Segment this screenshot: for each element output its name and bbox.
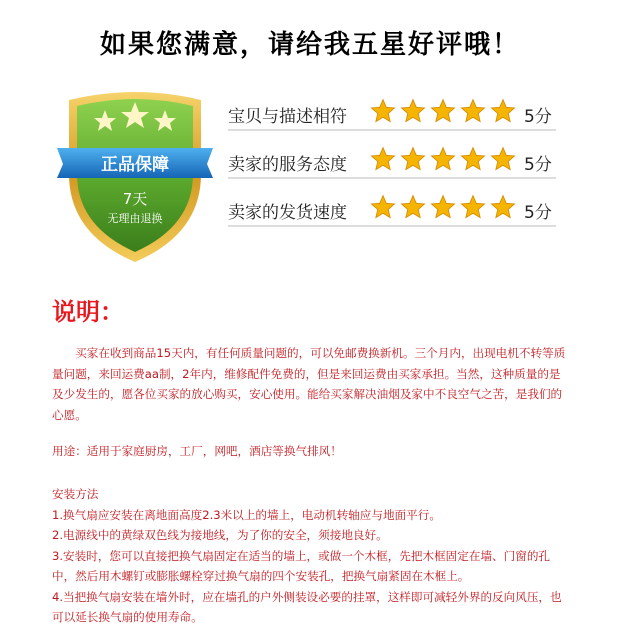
install-step: 4.当把换气扇安装在墙外时，应在墙孔的户外侧装设必要的挂罩，这样即可减轻外界的反向风压，也可以延长换气扇的使用寿命。 xyxy=(52,589,562,624)
headline: 如果您满意，请给我五星好评哦！ xyxy=(99,30,520,60)
usage-paragraph: 用途：适用于家庭厨房，工厂，网吧，酒店等换气排风！ xyxy=(52,444,342,458)
badge-subtitle: 无理由退换 xyxy=(107,212,163,225)
star-rating xyxy=(370,98,516,124)
star-icon xyxy=(460,146,486,172)
rating-label: 宝贝与描述相符 xyxy=(228,107,347,127)
install-step: 1.换气扇应安装在离地面高度2.3米以上的墙上，电动机转轴应与地面平行。 xyxy=(52,507,441,522)
star-rating xyxy=(370,146,516,172)
intro-paragraph: 买家在收到商品15天内，有任何质量问题的，可以免邮费换新机。三个月内，出现电机不转等质量问题，来回运费aa制，2年内，维修配件免费的，但是来回运费由买家承担。当然，这种质量的是及少发生的，愿各位买家的放心购买，安心使用。能给买家解决油烟及家中不良空气之苦，是我们的心愿。 xyxy=(52,346,566,422)
divider xyxy=(228,225,556,227)
install-title: 安装方法 xyxy=(52,487,99,501)
star-icon xyxy=(430,98,456,124)
star-icon xyxy=(490,146,516,172)
divider xyxy=(228,129,556,131)
star-icon xyxy=(400,98,426,124)
install-step: 3.安装时，您可以直接把换气扇固定在适当的墙上，或做一个木框，先把木框固定在墙、门窗的孔中，然后用木螺钉或膨胀螺栓穿过换气扇的四个安装孔，把换气扇紧固在木框上。 xyxy=(52,548,551,583)
star-icon xyxy=(370,146,396,172)
rating-score: 5分 xyxy=(524,155,552,175)
rating-row-shipping xyxy=(228,192,558,228)
star-icon xyxy=(430,194,456,220)
section-title: 说明： xyxy=(52,298,124,326)
rating-label: 卖家的服务态度 xyxy=(228,155,347,175)
star-icon xyxy=(490,98,516,124)
rating-row-service xyxy=(228,144,558,180)
star-icon xyxy=(370,98,396,124)
star-icon xyxy=(370,194,396,220)
rating-label: 卖家的发货速度 xyxy=(228,203,347,223)
rating-score: 5分 xyxy=(524,107,552,127)
badge-days: 7天 xyxy=(122,190,148,208)
guarantee-badge-icon xyxy=(55,86,215,266)
star-icon xyxy=(400,146,426,172)
star-icon xyxy=(400,194,426,220)
star-icon xyxy=(460,194,486,220)
install-step: 2.电源线中的黄绿双色线为接地线，为了你的安全，须接地良好。 xyxy=(52,528,388,542)
rating-list xyxy=(228,96,558,240)
star-icon xyxy=(430,146,456,172)
rating-row-description xyxy=(228,96,558,132)
badge-banner: 正品保障 xyxy=(101,155,169,175)
star-icon xyxy=(490,194,516,220)
rating-score: 5分 xyxy=(524,203,552,223)
star-icon xyxy=(460,98,486,124)
star-rating xyxy=(370,194,516,220)
install-section xyxy=(52,484,572,628)
divider xyxy=(228,177,556,179)
